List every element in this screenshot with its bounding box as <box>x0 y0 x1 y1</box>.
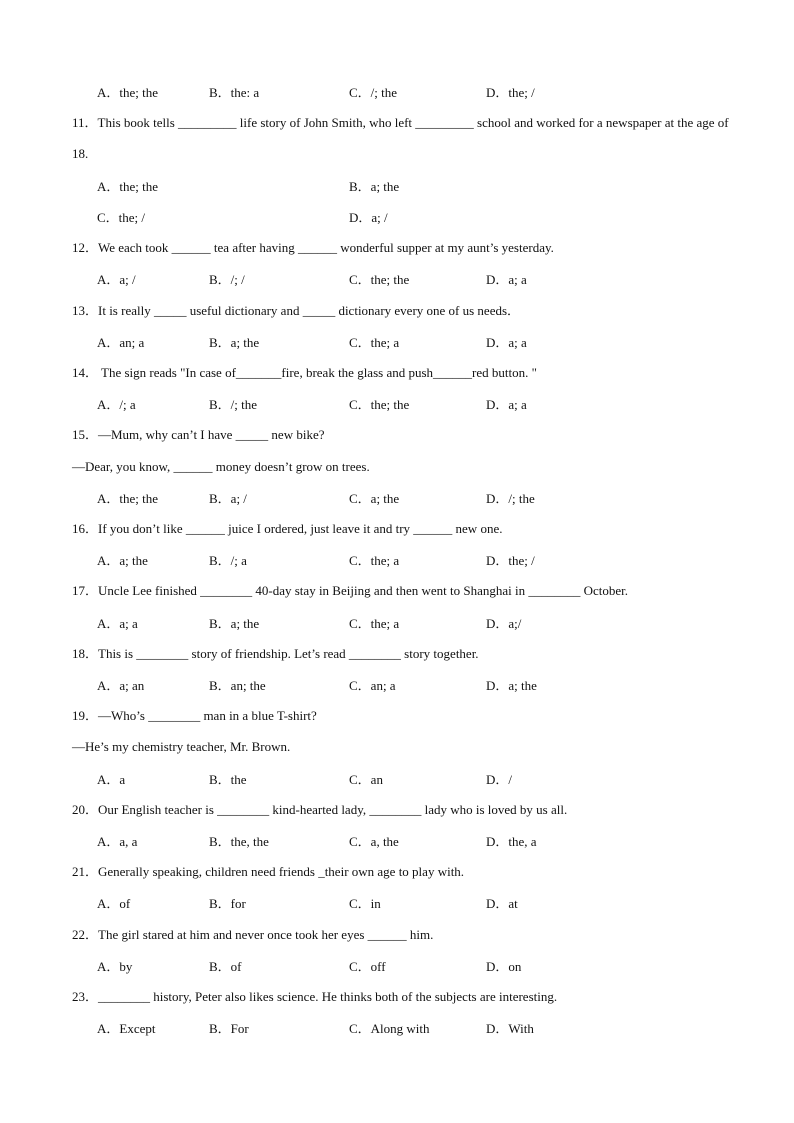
option-d: D．/ <box>486 772 513 787</box>
question-23-stem: 23．________ history, Peter also likes science. He thinks both of the subjects are interesting. <box>72 989 558 1004</box>
option-d: D．a; / <box>349 210 388 225</box>
q22-options <box>97 956 737 976</box>
option-c: C．the; a <box>349 335 400 350</box>
option-b: B．of <box>209 959 242 974</box>
option-b: B．For <box>209 1021 249 1036</box>
option-c: C．an; a <box>349 678 396 693</box>
option-b: B．the: a <box>209 85 260 100</box>
q17-options <box>97 613 737 633</box>
question-17-stem: 17．Uncle Lee finished ________ 40-day stay in Beijing and then went to Shanghai in ________ October. <box>72 583 629 598</box>
option-d: D．the; / <box>486 553 535 568</box>
q19-options <box>97 769 737 789</box>
option-a: A．by <box>97 959 133 974</box>
q21-options <box>97 893 737 913</box>
option-c: C．Along with <box>349 1021 430 1036</box>
option-a: A．a; / <box>97 272 136 287</box>
q13-options <box>97 332 737 352</box>
option-c: C．the; a <box>349 616 400 631</box>
question-14-stem: 14． The sign reads "In case of_______fire, break the glass and push______red button. " <box>72 365 537 380</box>
option-b: B．a; the <box>209 616 260 631</box>
option-b: B．the <box>209 772 247 787</box>
option-b: B．the, the <box>209 834 269 849</box>
option-b: B．/; a <box>209 553 247 568</box>
option-b: B．/; / <box>209 272 245 287</box>
question-19-stem-line2: —He’s my chemistry teacher, Mr. Brown. <box>72 739 291 754</box>
question-13-stem: 13．It is really _____ useful dictionary and _____ dictionary every one of us needs． <box>72 303 521 318</box>
option-d: D．the; / <box>486 85 535 100</box>
question-20-stem: 20．Our English teacher is ________ kind-hearted lady, ________ lady who is loved by us all. <box>72 802 568 817</box>
option-b: B．an; the <box>209 678 266 693</box>
option-c: C．an <box>349 772 383 787</box>
option-a: A．a <box>97 772 126 787</box>
q20-options <box>97 831 737 851</box>
option-d: D．/; the <box>486 491 535 506</box>
option-c: C．in <box>349 896 381 911</box>
question-15-stem: 15．—Mum, why can’t I have _____ new bike? <box>72 427 325 442</box>
option-a: A．a; a <box>97 616 138 631</box>
option-d: D．at <box>486 896 518 911</box>
option-c: C．the; the <box>349 272 410 287</box>
option-a: A．the; the <box>97 491 159 506</box>
question-21-stem: 21．Generally speaking, children need friends _their own age to play with. <box>72 864 465 879</box>
option-d: D．a; a <box>486 397 527 412</box>
question-19-stem: 19．—Who’s ________ man in a blue T-shirt? <box>72 708 317 723</box>
q10-options <box>97 82 737 102</box>
question-12-stem: 12．We each took ______ tea after having ______ wonderful supper at my aunt’s yesterday. <box>72 240 554 255</box>
option-d: D．the, a <box>486 834 537 849</box>
option-c: C．a, the <box>349 834 399 849</box>
option-d: D．a;/ <box>486 616 522 631</box>
option-b: B．/; the <box>209 397 258 412</box>
q12-options <box>97 269 737 289</box>
question-18-stem: 18．This is ________ story of friendship. Let’s read ________ story together. <box>72 646 479 661</box>
option-a: A．a; the <box>97 553 148 568</box>
q11-options-row1 <box>97 176 737 196</box>
option-a: A．a, a <box>97 834 138 849</box>
q23-options <box>97 1018 737 1038</box>
option-d: D．on <box>486 959 522 974</box>
option-a: A．of <box>97 896 131 911</box>
question-15-stem-line2: —Dear, you know, ______ money doesn’t grow on trees. <box>72 459 370 474</box>
option-c: C．/; the <box>349 85 398 100</box>
option-d: D．With <box>486 1021 534 1036</box>
option-c: C．the; a <box>349 553 400 568</box>
option-a: A．an; a <box>97 335 145 350</box>
option-c: C．off <box>349 959 386 974</box>
option-a: A．the; the <box>97 85 159 100</box>
option-b: B．for <box>209 896 246 911</box>
question-22-stem: 22．The girl stared at him and never once took her eyes ______ him. <box>72 927 434 942</box>
q16-options <box>97 550 737 570</box>
option-b: B．a; / <box>209 491 247 506</box>
option-c: C．a; the <box>349 491 400 506</box>
option-b: B．a; the <box>349 179 400 194</box>
option-a: A．/; a <box>97 397 136 412</box>
option-d: D．a; the <box>486 678 537 693</box>
option-a: A．the; the <box>97 179 159 194</box>
question-11-stem: 11．This book tells _________ life story of John Smith, who left _________ school and worked for a newspaper at the age of 18. <box>72 115 729 161</box>
q15-options <box>97 488 737 508</box>
option-c: C．the; / <box>97 210 146 225</box>
option-c: C．the; the <box>349 397 410 412</box>
q14-options <box>97 394 737 414</box>
option-b: B．a; the <box>209 335 260 350</box>
question-16-stem: 16．If you don’t like ______ juice I ordered, just leave it and try ______ new one. <box>72 521 503 536</box>
option-a: A．Except <box>97 1021 156 1036</box>
q11-options-row2 <box>97 207 737 227</box>
option-d: D．a; a <box>486 272 527 287</box>
option-a: A．a; an <box>97 678 145 693</box>
q18-options <box>97 675 737 695</box>
option-d: D．a; a <box>486 335 527 350</box>
